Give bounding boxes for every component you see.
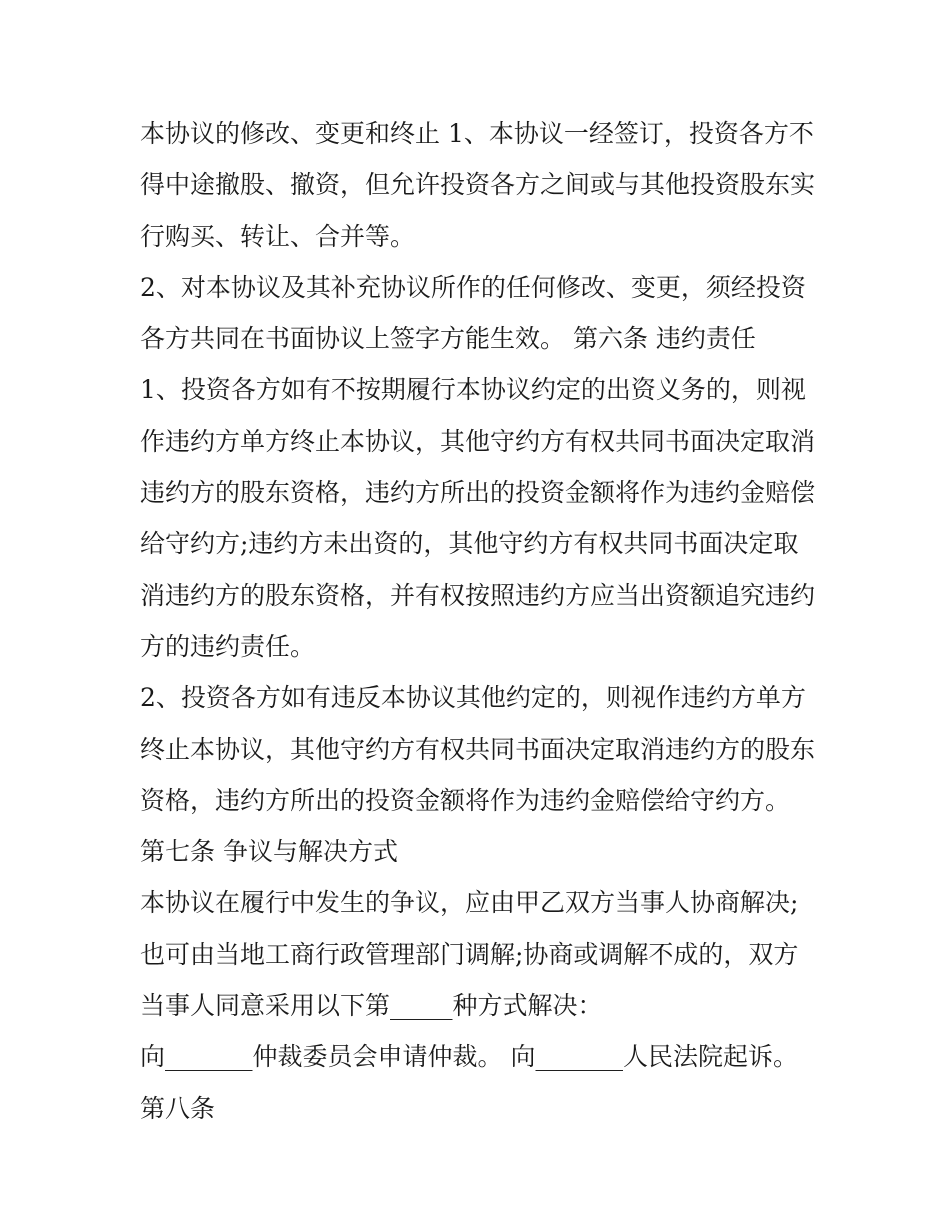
- text-line: 方的违约责任。: [140, 631, 316, 661]
- text-line: 作违约方单方终止本协议，其他守约方有权共同书面决定取消: [140, 426, 816, 456]
- text-line: 给守约方;违约方未出资的，其他守约方有权共同书面决定取: [140, 529, 799, 559]
- text-line: 终止本协议，其他守约方有权共同书面决定取消违约方的股东: [140, 734, 816, 764]
- text-line: 行购买、转让、合并等。: [140, 221, 416, 251]
- text-line: 消违约方的股东资格，并有权按照违约方应当出资额追究违约: [140, 580, 816, 610]
- text-line: 资格，违约方所出的投资金额将作为违约金赔偿给守约方。: [140, 785, 791, 815]
- text-line: 1、投资各方如有不按期履行本协议约定的出资义务的，则视: [140, 375, 806, 405]
- text-line: 向_______仲裁委员会申请仲裁。 向_______人民法院起诉。: [140, 1042, 798, 1072]
- text-line: 得中途撤股、撤资，但允许投资各方之间或与其他投资股东实: [140, 170, 816, 200]
- text-line: 也可由当地工商行政管理部门调解;协商或调解不成的，双方: [140, 939, 799, 969]
- section-heading: 第八条: [140, 1093, 216, 1123]
- text-line: 违约方的股东资格，违约方所出的投资金额将作为违约金赔偿: [140, 478, 816, 508]
- document-body: [140, 108, 820, 1134]
- text-line: 2、投资各方如有违反本协议其他约定的，则视作违约方单方: [140, 683, 806, 713]
- text-line: 本协议的修改、变更和终止 1、本协议一经签订，投资各方不: [140, 119, 814, 148]
- text-line: 本协议在履行中发生的争议，应由甲乙双方当事人协商解决;: [140, 888, 799, 918]
- text-line: 2、对本协议及其补充协议所作的任何修改、变更，须经投资: [140, 272, 806, 302]
- section-heading: 第七条 争议与解决方式: [140, 837, 398, 867]
- text-line: 当事人同意采用以下第_____种方式解决：: [140, 991, 603, 1021]
- text-line: 各方共同在书面协议上签字方能生效。 第六条 违约责任: [140, 324, 756, 354]
